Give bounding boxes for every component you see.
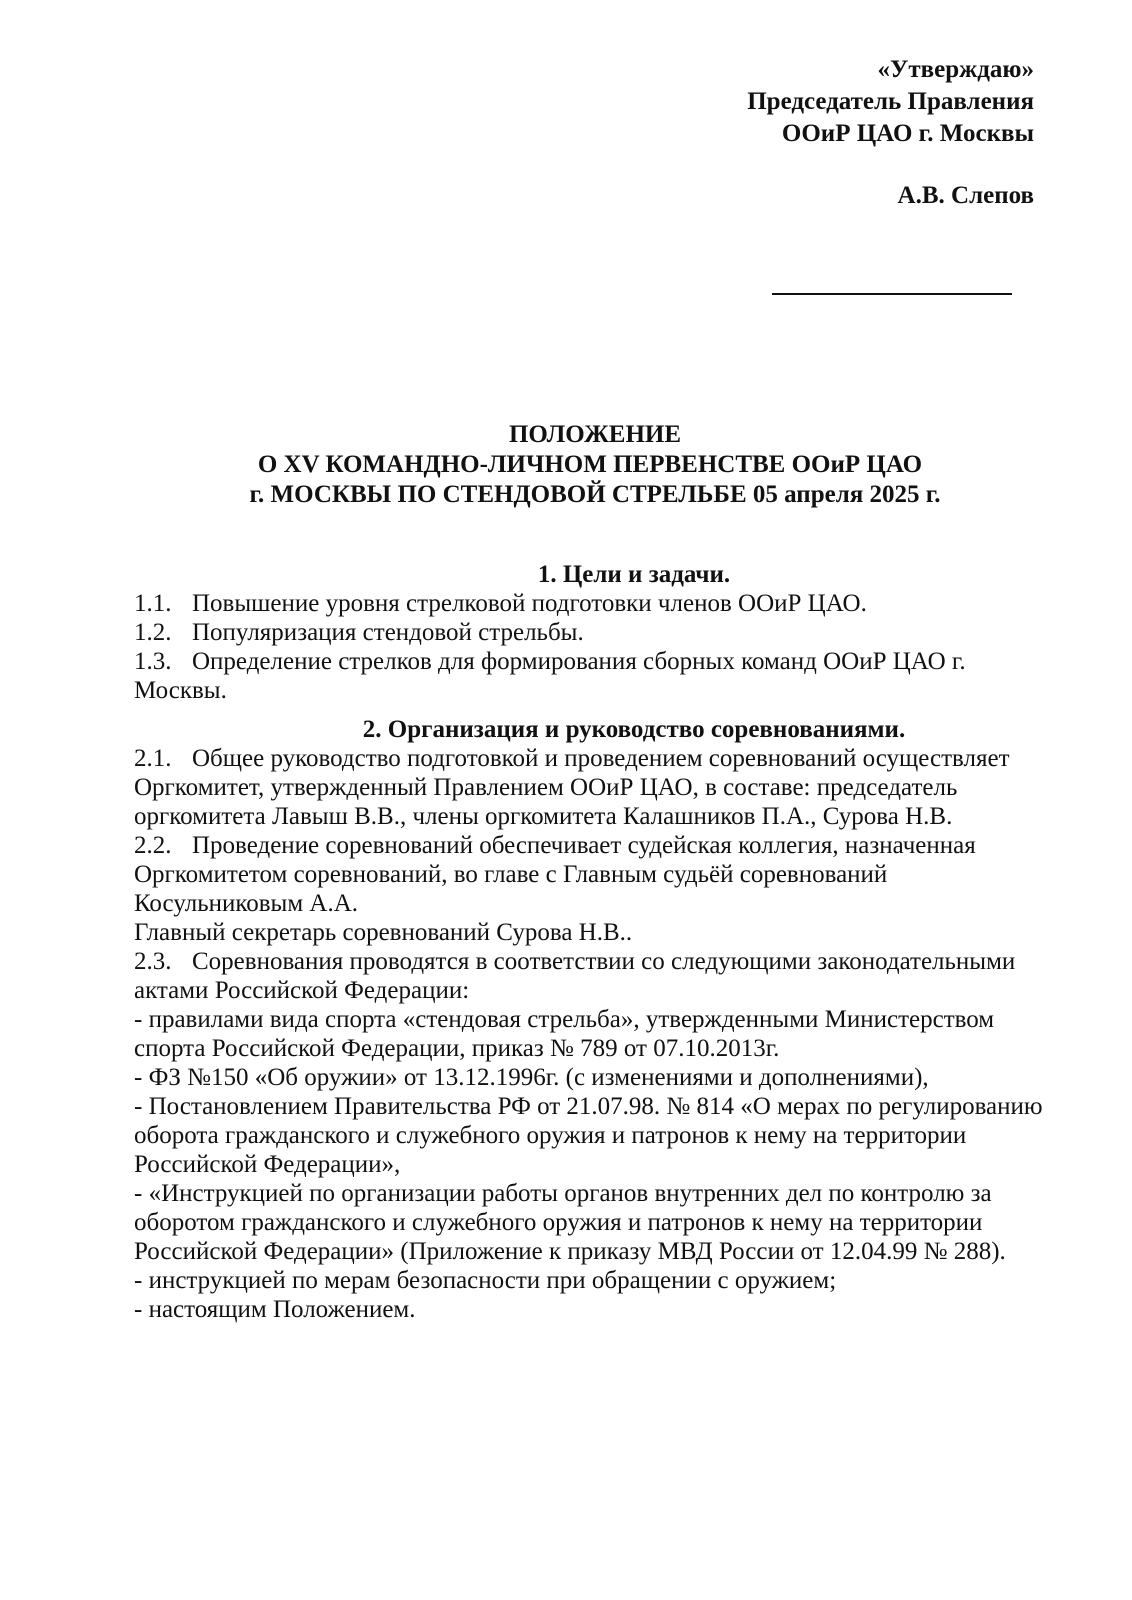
law-item: - настоящим Положением.: [134, 1296, 416, 1323]
section-1-heading: 1. Цели и задачи.: [537, 561, 731, 588]
item-1-1: 1.1. Повышение уровня стрелковой подготовки членов ООиР ЦАО.: [134, 590, 867, 617]
item-2-3: 2.3. Соревнования проводятся в соответствии со следующими законодательными актами Российской Федерации:: [134, 948, 1016, 1004]
item-1-3: 1.3. Определение стрелков для формирования сборных команд ООиР ЦАО г. Москвы.: [134, 648, 966, 704]
signature-line: [772, 293, 1012, 295]
law-item: - инструкцией по мерам безопасности при обращении с оружием;: [134, 1267, 837, 1294]
document-title: [0, 420, 1132, 510]
law-item: - Постановлением Правительства РФ от 21.07.98. № 814 «О мерах по регулированию оборота гражданского и служебного оружия и патронов к нему на территории Российской Федерации»,: [134, 1093, 1043, 1178]
item-2-2: 2.2. Проведение соревнований обеспечивает судейская коллегия, назначенная Оргкомитетом соревнований, во главе с Главным судьёй соревнований Косульниковым А.А.: [134, 832, 976, 917]
approval-position: Председатель Правления: [747, 88, 1034, 115]
section-2-heading: 2. Организация и руководство соревнованиями.: [362, 716, 906, 743]
title-line-1: ПОЛОЖЕНИЕ: [508, 421, 682, 448]
approval-label: «Утверждаю»: [877, 56, 1034, 83]
law-item: - ФЗ №150 «Об оружии» от 13.12.1996г. (с изменениями и дополнениями),: [134, 1064, 929, 1091]
approval-org: ООиР ЦАО г. Москвы: [781, 120, 1034, 147]
chief-secretary: Главный секретарь соревнований Сурова Н.В..: [134, 919, 633, 946]
item-1-2: 1.2. Популяризация стендовой стрельбы.: [134, 619, 584, 646]
approval-signer: А.В. Слепов: [897, 182, 1034, 209]
law-item: - правилами вида спорта «стендовая стрельба», утвержденными Министерством спорта Российской Федерации, приказ № 789 от 07.10.2013г.: [134, 1006, 995, 1062]
approval-block: [747, 54, 1034, 212]
title-line-2: О XV КОМАНДНО-ЛИЧНОМ ПЕРВЕНСТВЕ ООиР ЦАО: [257, 451, 923, 478]
item-2-1: 2.1. Общее руководство подготовкой и проведением соревнований осуществляет Оргкомитет, утвержденный Правлением ООиР ЦАО, в составе: председатель оргкомитета Лавыш В.В., члены оргкомитета Калашников П.А., Сурова Н.В.: [134, 745, 1010, 830]
document-body: [134, 560, 1054, 1324]
law-item: - «Инструкцией по организации работы органов внутренних дел по контролю за оборотом гражданского и служебного оружия и патронов к нему на территории Российской Федерации» (Приложение к приказу МВД России от 12.04.99 № 288).: [134, 1180, 1006, 1265]
title-line-3: г. МОСКВЫ ПО СТЕНДОВОЙ СТРЕЛЬБЕ 05 апреля 2025 г.: [249, 481, 941, 508]
